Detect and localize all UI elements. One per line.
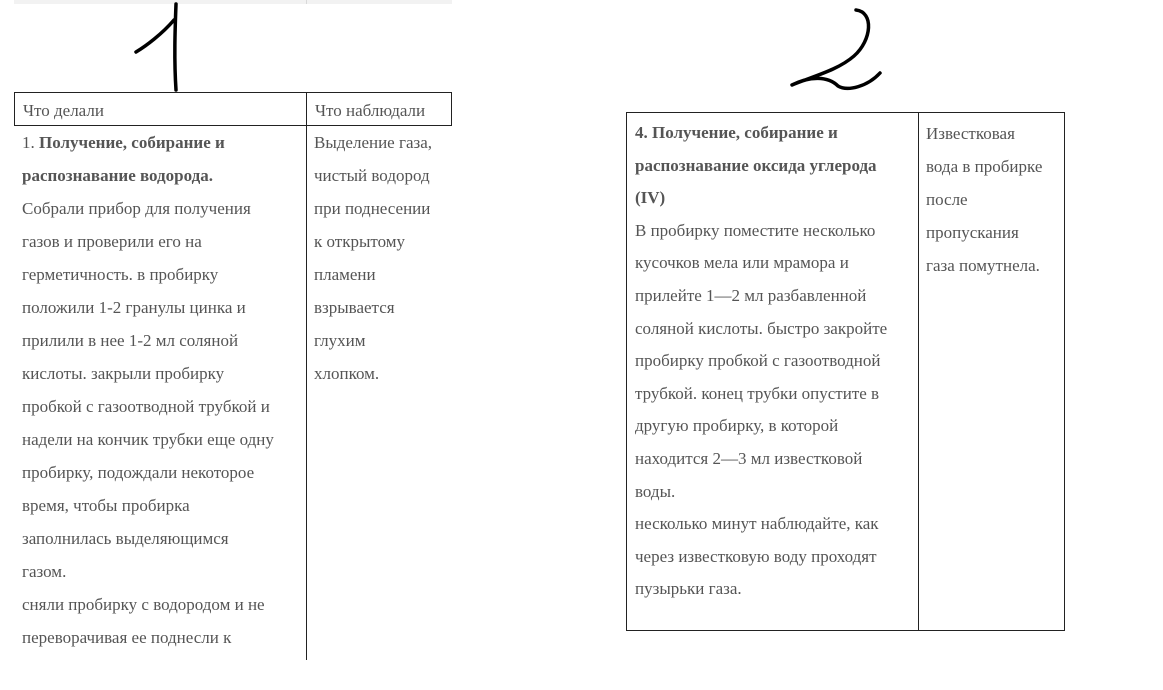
handwritten-mark-1 <box>120 0 190 95</box>
text-line: газом. <box>22 562 67 581</box>
item-title-part: (IV) <box>635 188 666 208</box>
text-line: хлопком. <box>314 364 380 383</box>
text-line: Собрали прибор для получения <box>22 199 251 218</box>
item-title-part: Получение, собирание и <box>39 133 225 152</box>
handwritten-mark-2 <box>780 0 890 95</box>
text-line: прилили в нее 1-2 мл соляной <box>22 331 239 350</box>
top-strip <box>14 0 452 4</box>
text-line: находится 2—3 мл известковой <box>635 448 863 468</box>
text-line: воды. <box>635 481 676 501</box>
text-line: пропускания <box>926 223 1019 242</box>
cell-title-line <box>635 150 915 183</box>
cell-title-line <box>635 182 915 215</box>
top-strip-divider <box>306 0 307 4</box>
text-line: чистый водород <box>314 166 430 185</box>
text-line: к открытому <box>314 232 406 251</box>
text-line: через известковую воду проходят <box>635 546 877 566</box>
text-line: пробирку пробкой с газоотводной <box>635 351 881 371</box>
text-line: Выделение газа, <box>314 133 433 152</box>
text-line: пробирку, подождали некоторое <box>22 463 255 482</box>
table-2-column-divider <box>918 113 919 630</box>
table-1-column-divider <box>306 92 307 660</box>
table-1-cell-procedure <box>22 126 304 654</box>
table-1 <box>14 92 452 660</box>
text-line: трубкой. конец трубки опустите в <box>635 383 880 403</box>
cell-title-line <box>22 159 304 192</box>
text-line: герметичность. в пробирку <box>22 265 219 284</box>
text-line: время, чтобы пробирка <box>22 496 190 515</box>
header-what-did: Что делали <box>23 101 104 120</box>
text-line: прилейте 1—2 мл разбавленной <box>635 285 867 305</box>
table-1-header-row <box>14 92 452 126</box>
item-number: 1. <box>22 133 39 152</box>
text-line: несколько минут наблюдайте, как <box>635 514 879 534</box>
cell-title-line <box>635 117 915 150</box>
table-1-cell-observation <box>314 126 448 390</box>
text-line: надели на кончик трубки еще одну <box>22 430 274 449</box>
table-2-cell-procedure <box>635 117 915 606</box>
table-2 <box>626 112 1065 631</box>
cell-title-line <box>22 126 304 159</box>
item-title-part: 4. Получение, собирание и <box>635 123 838 142</box>
text-line: заполнилась выделяющимся <box>22 529 229 548</box>
text-line: положили 1-2 гранулы цинка и <box>22 298 246 317</box>
text-line: соляной кислоты. быстро закройте <box>635 318 888 338</box>
text-line: газов и проверили его на <box>22 232 202 251</box>
text-line: газа помутнела. <box>926 256 1040 275</box>
item-title-part: распознавание оксида углерода <box>635 155 877 175</box>
text-line: вода в пробирке <box>926 157 1043 176</box>
text-line: переворачивая ее поднесли к <box>22 628 232 647</box>
text-line: В пробирку поместите несколько <box>635 220 876 240</box>
header-what-observed: Что наблюдали <box>315 101 426 120</box>
text-line: при поднесении <box>314 199 431 218</box>
text-line: кусочков мела или мрамора и <box>635 253 849 273</box>
table-2-cell-observation <box>926 117 1062 282</box>
text-line: глухим <box>314 331 366 350</box>
text-line: после <box>926 190 968 209</box>
text-line: другую пробирку, в которой <box>635 416 839 436</box>
text-line: пузырьки газа. <box>635 579 742 599</box>
item-title-part: распознавание водорода. <box>22 166 213 185</box>
text-line: пробкой с газоотводной трубкой и <box>22 397 270 416</box>
text-line: Известковая <box>926 124 1015 143</box>
text-line: пламени <box>314 265 376 284</box>
text-line: взрывается <box>314 298 395 317</box>
text-line: сняли пробирку с водородом и не <box>22 595 265 614</box>
text-line: кислоты. закрыли пробирку <box>22 364 225 383</box>
